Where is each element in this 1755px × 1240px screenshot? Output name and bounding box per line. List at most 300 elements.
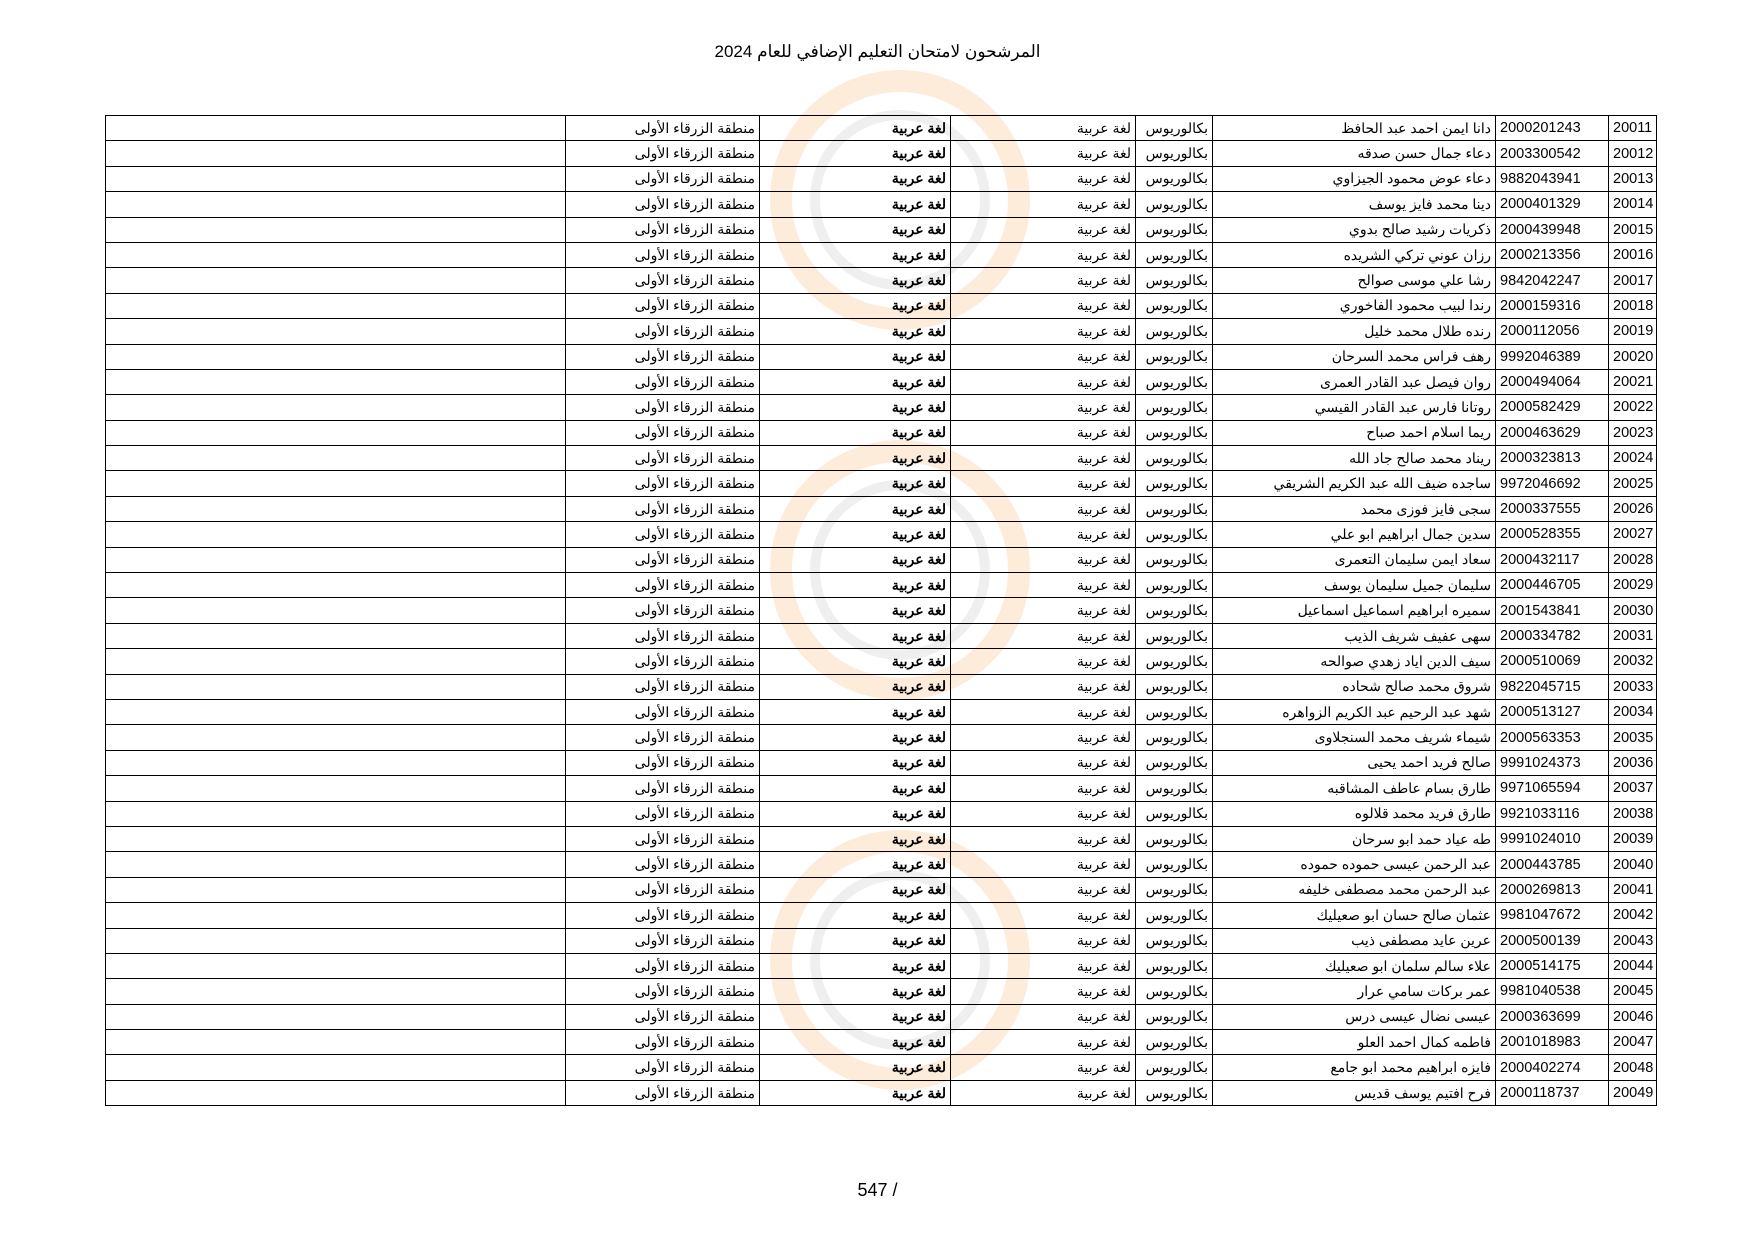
- table-row: [106, 877, 1657, 902]
- cell-degree: بكالوريوس: [1136, 217, 1213, 242]
- cell-degree: بكالوريوس: [1136, 649, 1213, 674]
- cell-directorate: منطقة الزرقاء الأولى: [566, 471, 760, 496]
- cell-seq: 20015: [1609, 217, 1657, 242]
- cell-specialization: لغة عربية: [951, 1080, 1136, 1105]
- cell-degree: بكالوريوس: [1136, 319, 1213, 344]
- cell-empty: [106, 979, 566, 1004]
- table-row: [106, 852, 1657, 877]
- cell-specialization: لغة عربية: [951, 471, 1136, 496]
- cell-degree: بكالوريوس: [1136, 674, 1213, 699]
- cell-degree: بكالوريوس: [1136, 699, 1213, 724]
- cell-degree: بكالوريوس: [1136, 776, 1213, 801]
- cell-national-no: 2000500139: [1496, 928, 1609, 953]
- cell-name: سجى فايز فوزى محمد: [1213, 496, 1496, 521]
- cell-national-no: 2000363699: [1496, 1004, 1609, 1029]
- cell-national-no: 2000513127: [1496, 699, 1609, 724]
- cell-empty: [106, 776, 566, 801]
- cell-subject: لغة عربية: [760, 293, 951, 318]
- cell-subject: لغة عربية: [760, 1030, 951, 1055]
- table-row: [106, 268, 1657, 293]
- cell-empty: [106, 141, 566, 166]
- cell-subject: لغة عربية: [760, 649, 951, 674]
- cell-empty: [106, 471, 566, 496]
- cell-name: علاء سالم سلمان ابو صعيليك: [1213, 953, 1496, 978]
- cell-name: عثمان صالح حسان ابو صعيليك: [1213, 903, 1496, 928]
- cell-directorate: منطقة الزرقاء الأولى: [566, 1080, 760, 1105]
- cell-seq: 20027: [1609, 522, 1657, 547]
- cell-empty: [106, 242, 566, 267]
- cell-specialization: لغة عربية: [951, 801, 1136, 826]
- cell-name: رشا علي موسى صوالح: [1213, 268, 1496, 293]
- table-row: [106, 928, 1657, 953]
- cell-specialization: لغة عربية: [951, 623, 1136, 648]
- cell-national-no: 2000402274: [1496, 1055, 1609, 1080]
- table-row: [106, 166, 1657, 191]
- table-row: [106, 242, 1657, 267]
- cell-seq: 20038: [1609, 801, 1657, 826]
- cell-seq: 20042: [1609, 903, 1657, 928]
- cell-empty: [106, 928, 566, 953]
- cell-subject: لغة عربية: [760, 699, 951, 724]
- cell-national-no: 2000112056: [1496, 319, 1609, 344]
- cell-seq: 20047: [1609, 1030, 1657, 1055]
- cell-subject: لغة عربية: [760, 573, 951, 598]
- cell-seq: 20023: [1609, 420, 1657, 445]
- cell-specialization: لغة عربية: [951, 725, 1136, 750]
- cell-empty: [106, 496, 566, 521]
- cell-name: شروق محمد صالح شحاده: [1213, 674, 1496, 699]
- cell-degree: بكالوريوس: [1136, 369, 1213, 394]
- cell-subject: لغة عربية: [760, 471, 951, 496]
- cell-name: رنده طلال محمد خليل: [1213, 319, 1496, 344]
- cell-directorate: منطقة الزرقاء الأولى: [566, 1004, 760, 1029]
- table-row: [106, 750, 1657, 775]
- cell-seq: 20017: [1609, 268, 1657, 293]
- cell-directorate: منطقة الزرقاء الأولى: [566, 1030, 760, 1055]
- cell-degree: بكالوريوس: [1136, 547, 1213, 572]
- cell-specialization: لغة عربية: [951, 522, 1136, 547]
- cell-specialization: لغة عربية: [951, 826, 1136, 851]
- table-row: [106, 979, 1657, 1004]
- cell-degree: بكالوريوس: [1136, 192, 1213, 217]
- table-row: [106, 725, 1657, 750]
- cell-name: دعاء عوض محمود الجيزاوي: [1213, 166, 1496, 191]
- cell-national-no: 2001018983: [1496, 1030, 1609, 1055]
- table-row: [106, 547, 1657, 572]
- cell-seq: 20028: [1609, 547, 1657, 572]
- cell-name: طارق بسام عاطف المشاقبه: [1213, 776, 1496, 801]
- cell-seq: 20033: [1609, 674, 1657, 699]
- cell-directorate: منطقة الزرقاء الأولى: [566, 573, 760, 598]
- cell-specialization: لغة عربية: [951, 776, 1136, 801]
- cell-seq: 20039: [1609, 826, 1657, 851]
- cell-seq: 20044: [1609, 953, 1657, 978]
- cell-directorate: منطقة الزرقاء الأولى: [566, 268, 760, 293]
- cell-empty: [106, 319, 566, 344]
- cell-empty: [106, 750, 566, 775]
- cell-empty: [106, 649, 566, 674]
- cell-subject: لغة عربية: [760, 319, 951, 344]
- cell-specialization: لغة عربية: [951, 344, 1136, 369]
- cell-degree: بكالوريوس: [1136, 979, 1213, 1004]
- table-row: [106, 623, 1657, 648]
- cell-name: سدين جمال ابراهيم ابو علي: [1213, 522, 1496, 547]
- cell-directorate: منطقة الزرقاء الأولى: [566, 319, 760, 344]
- cell-empty: [106, 369, 566, 394]
- cell-directorate: منطقة الزرقاء الأولى: [566, 623, 760, 648]
- cell-seq: 20013: [1609, 166, 1657, 191]
- cell-subject: لغة عربية: [760, 979, 951, 1004]
- cell-degree: بكالوريوس: [1136, 420, 1213, 445]
- cell-directorate: منطقة الزرقاء الأولى: [566, 293, 760, 318]
- cell-seq: 20040: [1609, 852, 1657, 877]
- cell-subject: لغة عربية: [760, 116, 951, 141]
- cell-seq: 20011: [1609, 116, 1657, 141]
- cell-subject: لغة عربية: [760, 192, 951, 217]
- cell-empty: [106, 522, 566, 547]
- cell-national-no: 9822045715: [1496, 674, 1609, 699]
- cell-name: فايزه ابراهيم محمد ابو جامع: [1213, 1055, 1496, 1080]
- cell-subject: لغة عربية: [760, 826, 951, 851]
- cell-degree: بكالوريوس: [1136, 395, 1213, 420]
- cell-national-no: 2000582429: [1496, 395, 1609, 420]
- cell-name: سليمان جميل سليمان يوسف: [1213, 573, 1496, 598]
- cell-subject: لغة عربية: [760, 598, 951, 623]
- cell-name: رزان عوني تركي الشريده: [1213, 242, 1496, 267]
- cell-specialization: لغة عربية: [951, 750, 1136, 775]
- cell-specialization: لغة عربية: [951, 141, 1136, 166]
- cell-specialization: لغة عربية: [951, 420, 1136, 445]
- cell-name: ذكريات رشيد صالح بدوي: [1213, 217, 1496, 242]
- cell-seq: 20029: [1609, 573, 1657, 598]
- cell-national-no: 2003300542: [1496, 141, 1609, 166]
- table-row: [106, 471, 1657, 496]
- cell-degree: بكالوريوس: [1136, 750, 1213, 775]
- cell-subject: لغة عربية: [760, 141, 951, 166]
- cell-subject: لغة عربية: [760, 242, 951, 267]
- cell-seq: 20043: [1609, 928, 1657, 953]
- table-row: [106, 141, 1657, 166]
- cell-specialization: لغة عربية: [951, 192, 1136, 217]
- cell-degree: بكالوريوس: [1136, 1030, 1213, 1055]
- cell-seq: 20016: [1609, 242, 1657, 267]
- table-row: [106, 496, 1657, 521]
- cell-name: ريناد محمد صالح جاد الله: [1213, 446, 1496, 471]
- cell-specialization: لغة عربية: [951, 674, 1136, 699]
- table-row: [106, 699, 1657, 724]
- table-row: [106, 573, 1657, 598]
- cell-empty: [106, 166, 566, 191]
- cell-specialization: لغة عربية: [951, 649, 1136, 674]
- cell-national-no: 9991024010: [1496, 826, 1609, 851]
- cell-directorate: منطقة الزرقاء الأولى: [566, 725, 760, 750]
- cell-directorate: منطقة الزرقاء الأولى: [566, 826, 760, 851]
- cell-specialization: لغة عربية: [951, 369, 1136, 394]
- cell-directorate: منطقة الزرقاء الأولى: [566, 496, 760, 521]
- cell-directorate: منطقة الزرقاء الأولى: [566, 699, 760, 724]
- table-row: [106, 217, 1657, 242]
- cell-name: عبد الرحمن محمد مصطفى خليفه: [1213, 877, 1496, 902]
- cell-seq: 20031: [1609, 623, 1657, 648]
- cell-directorate: منطقة الزرقاء الأولى: [566, 877, 760, 902]
- cell-national-no: 2000432117: [1496, 547, 1609, 572]
- cell-directorate: منطقة الزرقاء الأولى: [566, 420, 760, 445]
- cell-subject: لغة عربية: [760, 268, 951, 293]
- cell-seq: 20022: [1609, 395, 1657, 420]
- cell-name: شيماء شريف محمد السنجلاوى: [1213, 725, 1496, 750]
- cell-subject: لغة عربية: [760, 801, 951, 826]
- cell-national-no: 9921033116: [1496, 801, 1609, 826]
- table-row: [106, 192, 1657, 217]
- cell-name: دعاء جمال حسن صدقه: [1213, 141, 1496, 166]
- cell-name: سميره ابراهيم اسماعيل اسماعيل: [1213, 598, 1496, 623]
- cell-national-no: 2000401329: [1496, 192, 1609, 217]
- cell-empty: [106, 1030, 566, 1055]
- cell-national-no: 2000213356: [1496, 242, 1609, 267]
- cell-specialization: لغة عربية: [951, 319, 1136, 344]
- cell-degree: بكالوريوس: [1136, 852, 1213, 877]
- cell-directorate: منطقة الزرقاء الأولى: [566, 166, 760, 191]
- cell-subject: لغة عربية: [760, 369, 951, 394]
- cell-specialization: لغة عربية: [951, 166, 1136, 191]
- cell-degree: بكالوريوس: [1136, 801, 1213, 826]
- cell-seq: 20021: [1609, 369, 1657, 394]
- cell-subject: لغة عربية: [760, 674, 951, 699]
- cell-directorate: منطقة الزرقاء الأولى: [566, 369, 760, 394]
- cell-subject: لغة عربية: [760, 522, 951, 547]
- cell-specialization: لغة عربية: [951, 1004, 1136, 1029]
- cell-seq: 20046: [1609, 1004, 1657, 1029]
- cell-subject: لغة عربية: [760, 750, 951, 775]
- table-row: [106, 522, 1657, 547]
- cell-subject: لغة عربية: [760, 623, 951, 648]
- cell-name: ريما اسلام احمد صباح: [1213, 420, 1496, 445]
- cell-empty: [106, 801, 566, 826]
- table-row: [106, 1080, 1657, 1105]
- cell-name: دانا ايمن احمد عبد الحافظ: [1213, 116, 1496, 141]
- cell-empty: [106, 852, 566, 877]
- cell-name: طارق فريد محمد قلالوه: [1213, 801, 1496, 826]
- cell-empty: [106, 192, 566, 217]
- cell-seq: 20020: [1609, 344, 1657, 369]
- cell-national-no: 9981047672: [1496, 903, 1609, 928]
- cell-specialization: لغة عربية: [951, 699, 1136, 724]
- cell-subject: لغة عربية: [760, 344, 951, 369]
- cell-degree: بكالوريوس: [1136, 725, 1213, 750]
- cell-specialization: لغة عربية: [951, 395, 1136, 420]
- cell-degree: بكالوريوس: [1136, 826, 1213, 851]
- cell-specialization: لغة عربية: [951, 979, 1136, 1004]
- cell-directorate: منطقة الزرقاء الأولى: [566, 598, 760, 623]
- cell-empty: [106, 293, 566, 318]
- cell-national-no: 2000446705: [1496, 573, 1609, 598]
- cell-empty: [106, 725, 566, 750]
- cell-seq: 20030: [1609, 598, 1657, 623]
- cell-specialization: لغة عربية: [951, 877, 1136, 902]
- cell-degree: بكالوريوس: [1136, 496, 1213, 521]
- cell-degree: بكالوريوس: [1136, 166, 1213, 191]
- cell-empty: [106, 826, 566, 851]
- cell-subject: لغة عربية: [760, 395, 951, 420]
- cell-specialization: لغة عربية: [951, 446, 1136, 471]
- cell-national-no: 2000323813: [1496, 446, 1609, 471]
- cell-subject: لغة عربية: [760, 928, 951, 953]
- cell-degree: بكالوريوس: [1136, 903, 1213, 928]
- table-row: [106, 801, 1657, 826]
- cell-seq: 20048: [1609, 1055, 1657, 1080]
- cell-national-no: 9991024373: [1496, 750, 1609, 775]
- cell-national-no: 9971065594: [1496, 776, 1609, 801]
- cell-seq: 20041: [1609, 877, 1657, 902]
- table-row: [106, 598, 1657, 623]
- cell-subject: لغة عربية: [760, 166, 951, 191]
- cell-name: فرح افتيم يوسف قديس: [1213, 1080, 1496, 1105]
- cell-subject: لغة عربية: [760, 420, 951, 445]
- cell-empty: [106, 953, 566, 978]
- cell-seq: 20018: [1609, 293, 1657, 318]
- cell-empty: [106, 547, 566, 572]
- cell-directorate: منطقة الزرقاء الأولى: [566, 649, 760, 674]
- cell-specialization: لغة عربية: [951, 1055, 1136, 1080]
- table-row: [106, 1055, 1657, 1080]
- cell-national-no: 9882043941: [1496, 166, 1609, 191]
- table-row: [106, 446, 1657, 471]
- cell-seq: 20037: [1609, 776, 1657, 801]
- cell-subject: لغة عربية: [760, 1055, 951, 1080]
- cell-seq: 20014: [1609, 192, 1657, 217]
- cell-national-no: 2000159316: [1496, 293, 1609, 318]
- cell-national-no: 2000528355: [1496, 522, 1609, 547]
- cell-directorate: منطقة الزرقاء الأولى: [566, 242, 760, 267]
- cell-seq: 20032: [1609, 649, 1657, 674]
- cell-empty: [106, 699, 566, 724]
- cell-degree: بكالوريوس: [1136, 116, 1213, 141]
- table-row: [106, 649, 1657, 674]
- table-row: [106, 319, 1657, 344]
- cell-empty: [106, 623, 566, 648]
- cell-subject: لغة عربية: [760, 725, 951, 750]
- cell-seq: 20012: [1609, 141, 1657, 166]
- table-row: [106, 344, 1657, 369]
- cell-name: صالح فريد احمد يحيى: [1213, 750, 1496, 775]
- cell-degree: بكالوريوس: [1136, 573, 1213, 598]
- cell-specialization: لغة عربية: [951, 1030, 1136, 1055]
- table-row: [106, 420, 1657, 445]
- cell-national-no: 2000443785: [1496, 852, 1609, 877]
- cell-national-no: 2000510069: [1496, 649, 1609, 674]
- cell-empty: [106, 420, 566, 445]
- cell-directorate: منطقة الزرقاء الأولى: [566, 547, 760, 572]
- cell-national-no: 2000201243: [1496, 116, 1609, 141]
- cell-degree: بكالوريوس: [1136, 953, 1213, 978]
- cell-name: سيف الدين اياد زهدي صوالحه: [1213, 649, 1496, 674]
- cell-degree: بكالوريوس: [1136, 1080, 1213, 1105]
- cell-directorate: منطقة الزرقاء الأولى: [566, 141, 760, 166]
- cell-subject: لغة عربية: [760, 446, 951, 471]
- cell-seq: 20024: [1609, 446, 1657, 471]
- cell-seq: 20025: [1609, 471, 1657, 496]
- cell-degree: بكالوريوس: [1136, 268, 1213, 293]
- cell-directorate: منطقة الزرقاء الأولى: [566, 116, 760, 141]
- cell-national-no: 9992046389: [1496, 344, 1609, 369]
- cell-empty: [106, 344, 566, 369]
- cell-specialization: لغة عربية: [951, 217, 1136, 242]
- cell-empty: [106, 877, 566, 902]
- table-row: [106, 674, 1657, 699]
- cell-specialization: لغة عربية: [951, 116, 1136, 141]
- cell-directorate: منطقة الزرقاء الأولى: [566, 903, 760, 928]
- cell-directorate: منطقة الزرقاء الأولى: [566, 674, 760, 699]
- cell-name: عيسى نضال عيسى درس: [1213, 1004, 1496, 1029]
- cell-subject: لغة عربية: [760, 496, 951, 521]
- table-row: [106, 1004, 1657, 1029]
- cell-national-no: 9842042247: [1496, 268, 1609, 293]
- cell-empty: [106, 395, 566, 420]
- cell-name: روان فيصل عبد القادر العمرى: [1213, 369, 1496, 394]
- cell-subject: لغة عربية: [760, 877, 951, 902]
- cell-directorate: منطقة الزرقاء الأولى: [566, 776, 760, 801]
- cell-national-no: 2000563353: [1496, 725, 1609, 750]
- cell-subject: لغة عربية: [760, 852, 951, 877]
- cell-empty: [106, 446, 566, 471]
- cell-empty: [106, 573, 566, 598]
- cell-empty: [106, 1080, 566, 1105]
- cell-national-no: 2000337555: [1496, 496, 1609, 521]
- cell-name: شهد عبد الرحيم عبد الكريم الزواهره: [1213, 699, 1496, 724]
- cell-specialization: لغة عربية: [951, 852, 1136, 877]
- cell-national-no: 9972046692: [1496, 471, 1609, 496]
- cell-directorate: منطقة الزرقاء الأولى: [566, 750, 760, 775]
- cell-subject: لغة عربية: [760, 776, 951, 801]
- cell-name: عبد الرحمن عيسى حموده حموده: [1213, 852, 1496, 877]
- cell-directorate: منطقة الزرقاء الأولى: [566, 979, 760, 1004]
- cell-specialization: لغة عربية: [951, 953, 1136, 978]
- cell-directorate: منطقة الزرقاء الأولى: [566, 953, 760, 978]
- cell-name: سهى عفيف شريف الذيب: [1213, 623, 1496, 648]
- cell-national-no: 2000334782: [1496, 623, 1609, 648]
- table-row: [106, 826, 1657, 851]
- cell-specialization: لغة عربية: [951, 573, 1136, 598]
- cell-directorate: منطقة الزرقاء الأولى: [566, 852, 760, 877]
- cell-specialization: لغة عربية: [951, 293, 1136, 318]
- cell-national-no: 2000514175: [1496, 953, 1609, 978]
- cell-name: دينا محمد فايز يوسف: [1213, 192, 1496, 217]
- cell-degree: بكالوريوس: [1136, 522, 1213, 547]
- cell-subject: لغة عربية: [760, 217, 951, 242]
- cell-degree: بكالوريوس: [1136, 446, 1213, 471]
- cell-specialization: لغة عربية: [951, 496, 1136, 521]
- cell-empty: [106, 1055, 566, 1080]
- cell-degree: بكالوريوس: [1136, 623, 1213, 648]
- cell-degree: بكالوريوس: [1136, 471, 1213, 496]
- cell-specialization: لغة عربية: [951, 903, 1136, 928]
- cell-name: رندا لبيب محمود الفاخوري: [1213, 293, 1496, 318]
- cell-degree: بكالوريوس: [1136, 928, 1213, 953]
- cell-degree: بكالوريوس: [1136, 141, 1213, 166]
- cell-name: طه عياد حمد ابو سرحان: [1213, 826, 1496, 851]
- table-row: [106, 776, 1657, 801]
- cell-empty: [106, 598, 566, 623]
- cell-degree: بكالوريوس: [1136, 344, 1213, 369]
- cell-directorate: منطقة الزرقاء الأولى: [566, 522, 760, 547]
- cell-seq: 20034: [1609, 699, 1657, 724]
- cell-degree: بكالوريوس: [1136, 1055, 1213, 1080]
- cell-directorate: منطقة الزرقاء الأولى: [566, 217, 760, 242]
- table-row: [106, 293, 1657, 318]
- candidates-table: [105, 115, 1657, 1106]
- cell-directorate: منطقة الزرقاء الأولى: [566, 446, 760, 471]
- cell-national-no: 2000269813: [1496, 877, 1609, 902]
